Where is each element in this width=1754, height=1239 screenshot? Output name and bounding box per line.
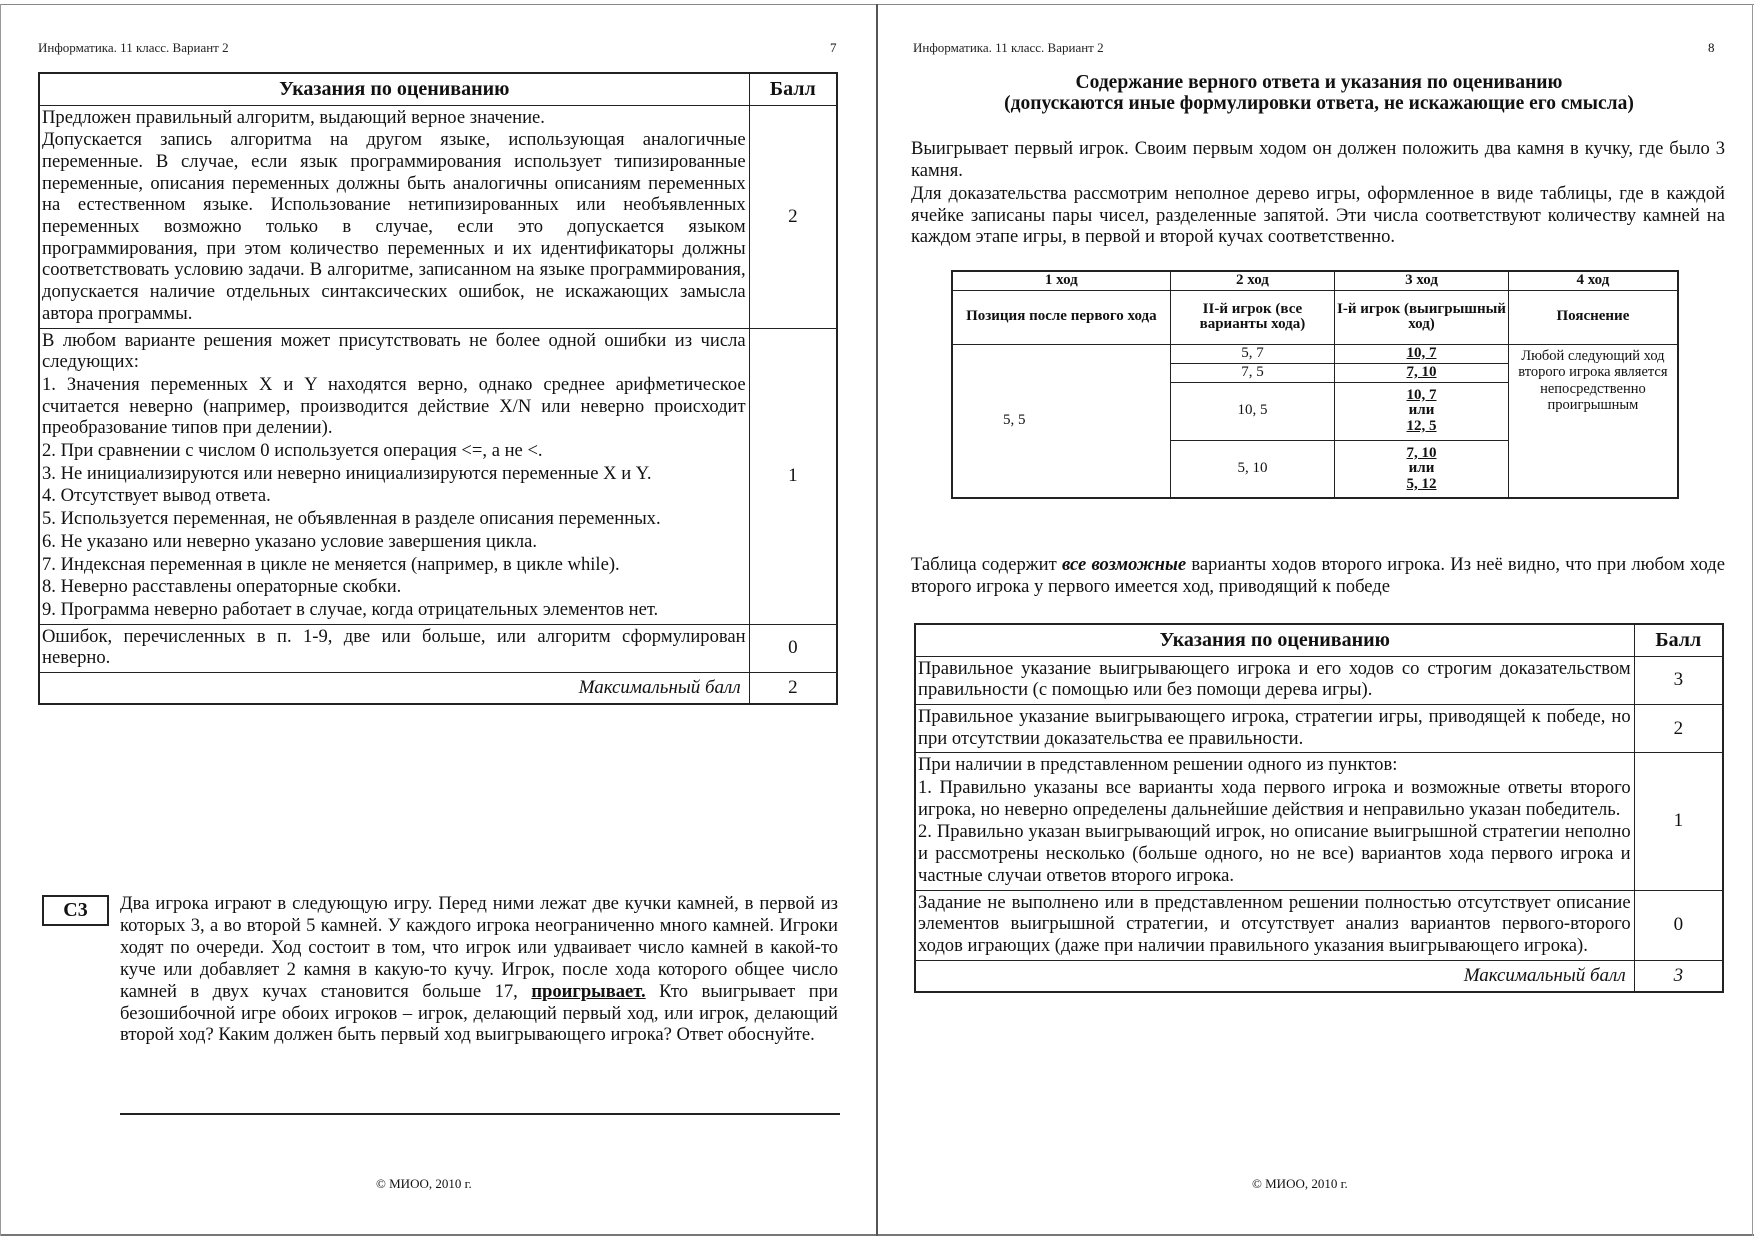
criteria-list-item: 1. Правильно указаны все варианты хода первого игрока и возможные ответы второго игрока, но неверно определены дальнейшие действия и неправильно указан победитель.: [918, 777, 1631, 820]
task-text-emphasis: проигрывает.: [531, 980, 646, 1002]
table-header-row: [39, 73, 837, 105]
max-score-value: 3: [1634, 960, 1723, 992]
criteria-text: При наличии в представленном решении одного из пунктов:: [918, 754, 1398, 776]
table-row: [39, 624, 837, 672]
criteria-list-item: 2. При сравнении с числом 0 используется операция <=, а не <.: [42, 440, 543, 462]
criteria-text: Правильное указание выигрывающего игрока, стратегии игры, приводящей к победе, но при отсутствии доказательства ее правильности.: [918, 705, 1631, 749]
paragraph-emphasis: все возможные: [1061, 554, 1187, 575]
table-row: [39, 105, 837, 328]
criteria-list-item: 3. Не инициализируются или неверно инициализируются переменные X и Y.: [42, 462, 652, 484]
criteria-cell: [915, 890, 1634, 960]
page-number: 7: [830, 40, 837, 55]
criteria-cell: [915, 753, 1634, 890]
move-header: 2 ход: [1170, 271, 1335, 290]
page-number: 8: [1708, 40, 1715, 55]
criteria-list-item: 9. Программа неверно работает в случае, когда отрицательных элементов нет.: [42, 598, 659, 620]
winning-move: 10, 7: [1406, 386, 1437, 403]
score-header: Балл: [1634, 624, 1723, 656]
winning-move: 12, 5: [1406, 417, 1437, 434]
grading-table: [38, 72, 838, 705]
winning-move: 7, 10: [1406, 444, 1437, 461]
criteria-list-item: 4. Отсутствует вывод ответа.: [42, 485, 271, 507]
winning-move-cell: [1335, 344, 1509, 363]
criteria-cell: [915, 704, 1634, 752]
task-rule-divider: [120, 1113, 840, 1115]
score-header: Балл: [749, 73, 837, 105]
criteria-list-item: 1. Значения переменных X и Y находятся верно, однако среднее арифметическое считается неверно (например, производится действие X/N или неверно происходит преобразование типов при делении).: [42, 373, 746, 439]
score-cell: 2: [749, 105, 837, 328]
move-header: 3 ход: [1335, 271, 1509, 290]
or-word: или: [1408, 460, 1435, 476]
criteria-text: В любом варианте решения может присутствовать не более одной ошибки из числа следующих:: [42, 329, 746, 373]
sub-header: I-й игрок (выигрышный ход): [1335, 290, 1509, 344]
criteria-text: Ошибок, перечисленных в п. 1-9, две или больше, или алгоритм сформулирован неверно.: [42, 625, 746, 669]
criteria-header: Указания по оцениванию: [39, 73, 749, 105]
second-player-move: 10, 5: [1170, 382, 1335, 440]
criteria-cell: [39, 105, 749, 328]
answer-heading-line: Содержание верного ответа и указания по оцениванию: [1075, 72, 1563, 93]
winning-move: 7, 10: [1406, 363, 1437, 380]
criteria-list-item: 7. Индексная переменная в цикле не меняется (например, в цикле while).: [42, 553, 620, 575]
move-header-row: [952, 271, 1678, 290]
max-score-value: 2: [749, 673, 837, 705]
criteria-list-item: 2. Правильно указан выигрывающий игрок, но описание выигрышной стратегии неполно и рассмотрены несколько (больше одного, но не все) вариантов хода первого игрока и частные случаи ответов второго игрока.: [918, 821, 1631, 886]
max-score-label: Максимальный балл: [915, 960, 1634, 992]
task-badge: С3: [42, 895, 109, 926]
criteria-cell: [915, 656, 1634, 704]
page-7: [0, 0, 876, 1239]
paragraph-text: Таблица содержит: [911, 554, 1062, 575]
tree-row: [952, 344, 1678, 363]
table-row: [915, 753, 1723, 890]
score-cell: 0: [749, 624, 837, 672]
table-row: [39, 328, 837, 624]
answer-paragraph: Для доказательства рассмотрим неполное дерево игры, оформленное в виде таблицы, где в каждой ячейке записаны пары чисел, разделенные запятой. Эти числа соответствуют количеству камней на каждом этапе игры, в первой и второй кучах соответственно.: [911, 183, 1725, 248]
table-header-row: [915, 624, 1723, 656]
criteria-text: Правильное указание выигрывающего игрока и его ходов со строгим доказательством правильности (с помощью или без помощи дерева игры).: [918, 657, 1631, 701]
sub-header-row: [952, 290, 1678, 344]
task-text-part: Кто выигрывает при безошибочной игре обоих игроков – игрок, делающий первый ход, или игрок, делающий второй ход? Каким должен быть первый ход выигрывающего игрока? Ответ обоснуйте.: [120, 980, 838, 1046]
second-player-move: 5, 10: [1170, 440, 1335, 498]
sub-header: Пояснение: [1508, 290, 1678, 344]
first-move-position: 5, 5: [952, 344, 1170, 498]
criteria-cell: [39, 328, 749, 624]
criteria-cell: [39, 624, 749, 672]
answer-paragraph: [911, 554, 1725, 597]
criteria-list-item: 8. Неверно расставлены операторные скобки.: [42, 576, 402, 598]
second-player-move: 7, 5: [1170, 363, 1335, 382]
criteria-list-item: 5. Используется переменная, не объявленная в разделе описания переменных.: [42, 508, 661, 530]
page-8: [878, 0, 1754, 1239]
table-row: [915, 704, 1723, 752]
score-cell: 0: [1634, 890, 1723, 960]
score-cell: 2: [1634, 704, 1723, 752]
winning-move-cell: [1335, 440, 1509, 498]
criteria-header: Указания по оцениванию: [915, 624, 1634, 656]
sub-header: Позиция после первого хода: [952, 290, 1170, 344]
max-score-row: [915, 960, 1723, 992]
move-header: 4 ход: [1508, 271, 1678, 290]
grading-table: [914, 623, 1724, 993]
explanation-cell: Любой следующий ход второго игрока является непосредственно проигрышным: [1508, 344, 1678, 498]
criteria-text: Допускается запись алгоритма на другом языке, использующая аналогичные переменные. В случае, если язык программирования использует типизированные переменные, описания переменных должны быть аналогичны описаниям переменных на естественном языке. Использование нетипизированных или необъявленных переменных возможно только в случае, если это допускается языком программирования, при этом количество переменных и их идентификаторы должны соответствовать условию задачи. В алгоритме, записанном на языке программирования, допускается наличие отдельных синтаксических ошибок, не искажающих замысла автора программы.: [42, 129, 746, 324]
answer-heading-line: (допускаются иные формулировки ответа, не искажающие его смысла): [1004, 93, 1634, 114]
answer-paragraph: Выигрывает первый игрок. Своим первым ходом он должен положить два камня в кучку, где было 3 камня.: [911, 138, 1725, 181]
answer-heading: [914, 72, 1724, 114]
table-row: [915, 656, 1723, 704]
running-head: Информатика. 11 класс. Вариант 2: [38, 40, 229, 55]
or-word: или: [1408, 402, 1435, 419]
sub-header: II-й игрок (все варианты хода): [1170, 290, 1335, 344]
move-header: 1 ход: [952, 271, 1170, 290]
running-head: Информатика. 11 класс. Вариант 2: [913, 40, 1104, 55]
table-row: [915, 890, 1723, 960]
max-score-label: Максимальный балл: [39, 673, 749, 705]
score-cell: 1: [1634, 753, 1723, 890]
footer-copyright: © МИОО, 2010 г.: [1252, 1176, 1348, 1191]
second-player-move: 5, 7: [1170, 344, 1335, 363]
footer-copyright: © МИОО, 2010 г.: [376, 1176, 472, 1191]
winning-move: 5, 12: [1406, 475, 1437, 492]
winning-move-cell: [1335, 382, 1509, 440]
score-cell: 3: [1634, 656, 1723, 704]
task-statement: [120, 893, 838, 1046]
criteria-list-item: 6. Не указано или неверно указано условие завершения цикла.: [42, 530, 538, 552]
task-text-part: Два игрока играют в следующую игру. Перед ними лежат две кучки камней, в первой из которых 3, а во второй 5 камней. У каждого игрока неограниченно много камней. Игроки ходят по очереди. Ход состоит в том, что игрок или удваивает число камней в какой-то куче или добавляет 2 камня в какую-то кучу. Игрок, после хода которого общее число камней в двух кучах становится больше 17,: [120, 893, 838, 1002]
criteria-text: Предложен правильный алгоритм, выдающий верное значение.: [42, 106, 545, 128]
game-tree-table: [951, 270, 1679, 499]
winning-move: 10, 7: [1406, 344, 1437, 361]
criteria-text: Задание не выполнено или в представленном решении полностью отсутствует описание элементов выигрышной стратегии, и отсутствует анализ вариантов первого-второго ходов играющих (даже при наличии правильного указания выигрывающего игрока).: [918, 891, 1631, 956]
max-score-row: [39, 673, 837, 705]
paragraph-text: варианты ходов второго игрока. Из неё видно, что при любом ходе второго игрока у первого имеется ход, приводящий к победе: [911, 554, 1725, 597]
winning-move-cell: [1335, 363, 1509, 382]
score-cell: 1: [749, 328, 837, 624]
